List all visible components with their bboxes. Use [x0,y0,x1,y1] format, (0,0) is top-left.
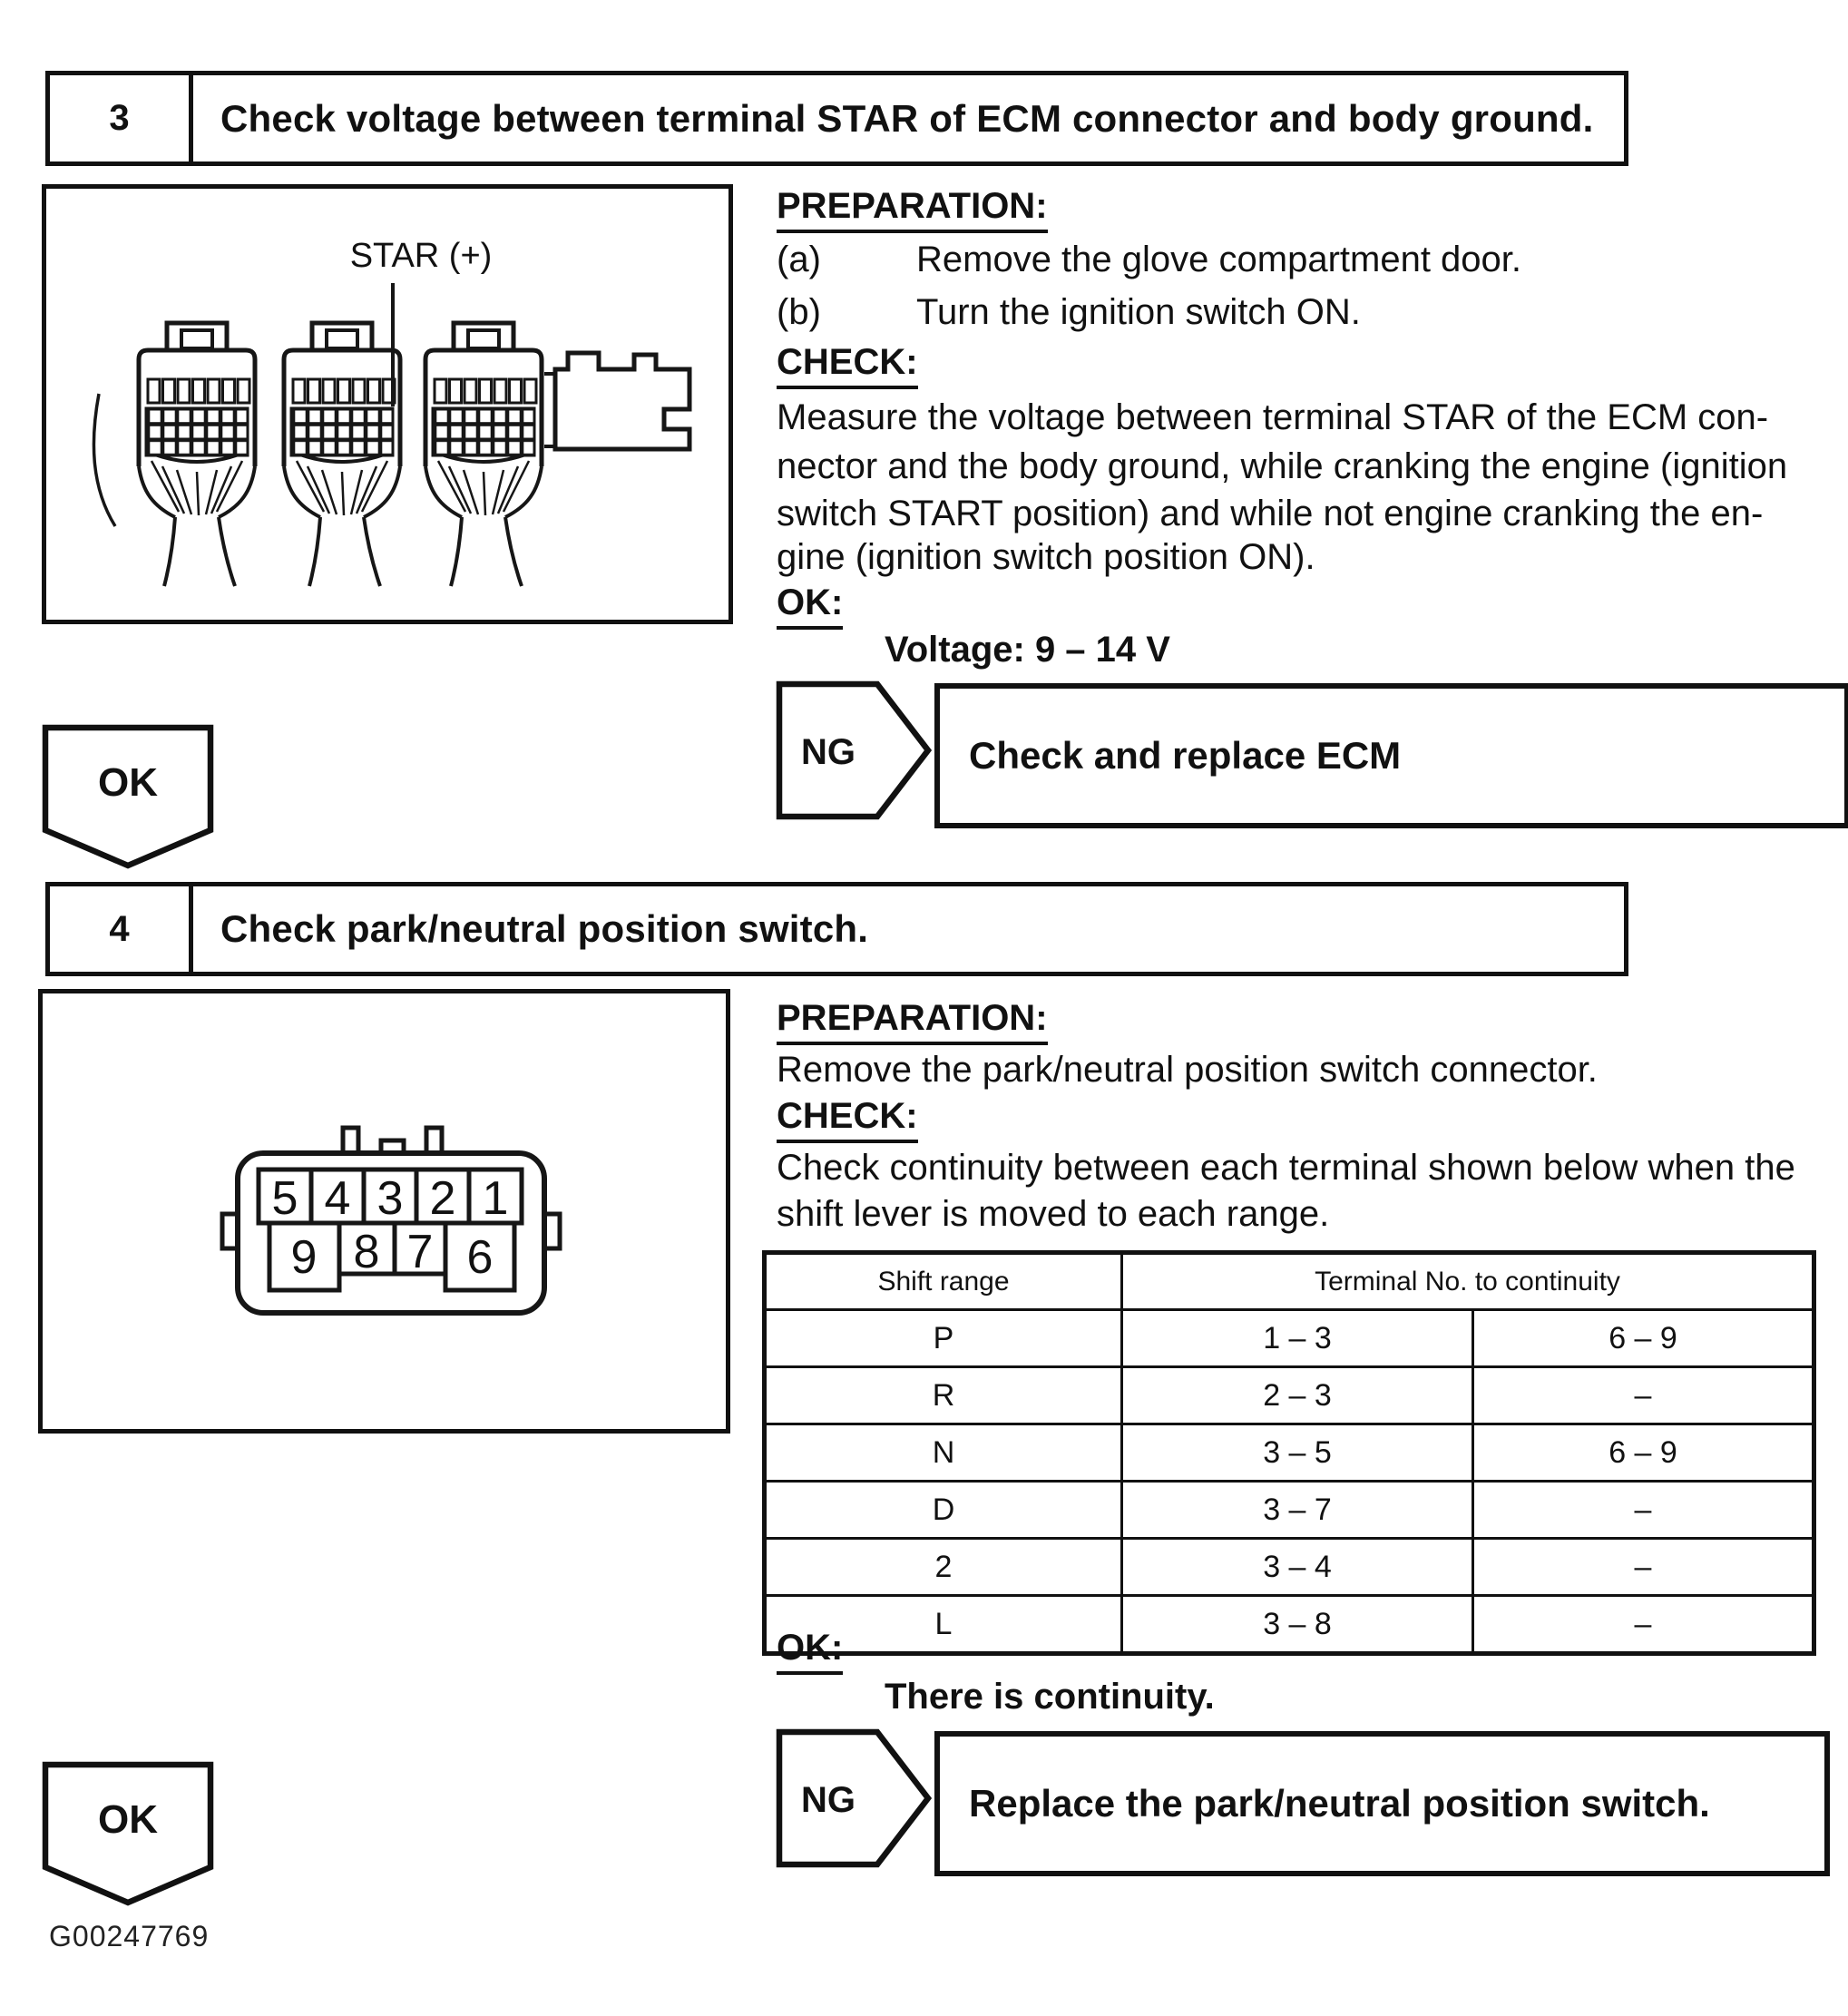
step3-preparation-heading: PREPARATION: [777,186,1048,233]
pin-5: 5 [271,1172,298,1225]
step3-ng-action-box [934,683,1848,828]
step4-ok-flow-marker [42,1759,214,1906]
table-header-row [765,1253,1814,1310]
ecm-connector-figure [42,184,733,624]
continuity-table [762,1250,1816,1656]
step4-preparation-heading: PREPARATION: [777,998,1048,1045]
cell-terminals: 3 – 4 [1122,1539,1473,1596]
step3-check-heading: CHECK: [777,342,918,389]
pin-6: 6 [466,1231,494,1284]
step4-preparation-text: Remove the park/neutral position switch connector. [777,1050,1598,1090]
ok-label: OK [98,1797,158,1842]
table-row [765,1367,1814,1424]
step4-ok-spec: There is continuity. [885,1677,1215,1717]
step3-check-line-3: switch START position) and while not engine cranking the en- [777,494,1764,533]
pin-8: 8 [353,1226,380,1278]
cell-terminals-2: – [1473,1482,1814,1539]
pin-9: 9 [290,1231,318,1284]
ecm-connector-1 [139,323,255,586]
step3-check-line-4: gine (ignition switch position ON). [777,537,1315,577]
cell-range: L [765,1596,1122,1654]
item-marker: (a) [777,240,821,279]
pin-3: 3 [376,1172,404,1225]
pin-1: 1 [482,1172,509,1225]
table-row [765,1482,1814,1539]
step3-prep-item-a [777,238,1521,281]
cell-terminals-2: – [1473,1596,1814,1654]
item-text: Turn the ignition switch ON. [916,292,1361,332]
step4-title: Check park/neutral position switch. [220,907,869,950]
cell-terminals-2: – [1473,1539,1814,1596]
ecm-connector-diagram [46,189,728,620]
cell-range: R [765,1367,1122,1424]
pnp-switch-connector-diagram [43,993,726,1429]
step3-number: 3 [50,75,193,161]
table-row [765,1310,1814,1367]
cell-terminals: 1 – 3 [1122,1310,1473,1367]
cell-terminals: 3 – 5 [1122,1424,1473,1482]
cell-range: P [765,1310,1122,1367]
step4-ng-action: Replace the park/neutral position switch. [969,1782,1710,1825]
cell-terminals-2: 6 – 9 [1473,1310,1814,1367]
cell-range: N [765,1424,1122,1482]
step4-check-heading: CHECK: [777,1096,918,1143]
cell-terminals-2: – [1473,1367,1814,1424]
ecm-connector-3 [425,323,542,586]
cell-terminals: 2 – 3 [1122,1367,1473,1424]
step3-ng-action: Check and replace ECM [969,734,1402,777]
step3-ok-heading: OK: [777,582,843,630]
star-terminal-label: STAR (+) [349,237,493,275]
step4-check-line-2: shift lever is moved to each range. [777,1194,1330,1234]
ng-label: NG [801,1780,856,1820]
step3-check-line-1: Measure the voltage between terminal STAR of the ECM con- [777,397,1769,437]
step3-header [45,71,1628,166]
cell-terminals-2: 6 – 9 [1473,1424,1814,1482]
col-shift-range: Shift range [765,1253,1122,1310]
figure-code: G00247769 [49,1920,210,1952]
pnp-switch-connector-figure [38,989,730,1434]
cell-terminals: 3 – 8 [1122,1596,1473,1654]
table-row [765,1596,1814,1654]
item-text: Remove the glove compartment door. [916,240,1522,279]
step4-header [45,882,1628,976]
cell-terminals: 3 – 7 [1122,1482,1473,1539]
step4-ok-heading: OK: [777,1628,843,1675]
pin-7: 7 [406,1226,434,1278]
step3-prep-item-b [777,290,1361,334]
stray-wire [93,394,115,526]
ok-label: OK [98,760,158,805]
cell-range: 2 [765,1539,1122,1596]
ecm-bracket [555,353,689,449]
step3-ok-flow-marker [42,722,214,869]
step4-number: 4 [50,886,193,972]
pin-2: 2 [429,1172,456,1225]
step3-ng-arrow [776,680,932,821]
table-row [765,1539,1814,1596]
step3-title: Check voltage between terminal STAR of ECM connector and body ground. [220,96,1594,140]
pin-4: 4 [324,1172,351,1225]
col-terminal-continuity: Terminal No. to continuity [1122,1253,1814,1310]
step3-ok-spec: Voltage: 9 – 14 V [885,630,1170,670]
table-row [765,1424,1814,1482]
step3-check-line-2: nector and the body ground, while cranking the engine (ignition [777,446,1788,486]
step4-ng-arrow [776,1727,932,1869]
step4-ng-action-box [934,1731,1830,1876]
ecm-connector-2 [284,323,400,586]
item-marker: (b) [777,292,821,332]
step4-check-line-1: Check continuity between each terminal shown below when the [777,1148,1795,1188]
ng-label: NG [801,732,856,772]
cell-range: D [765,1482,1122,1539]
